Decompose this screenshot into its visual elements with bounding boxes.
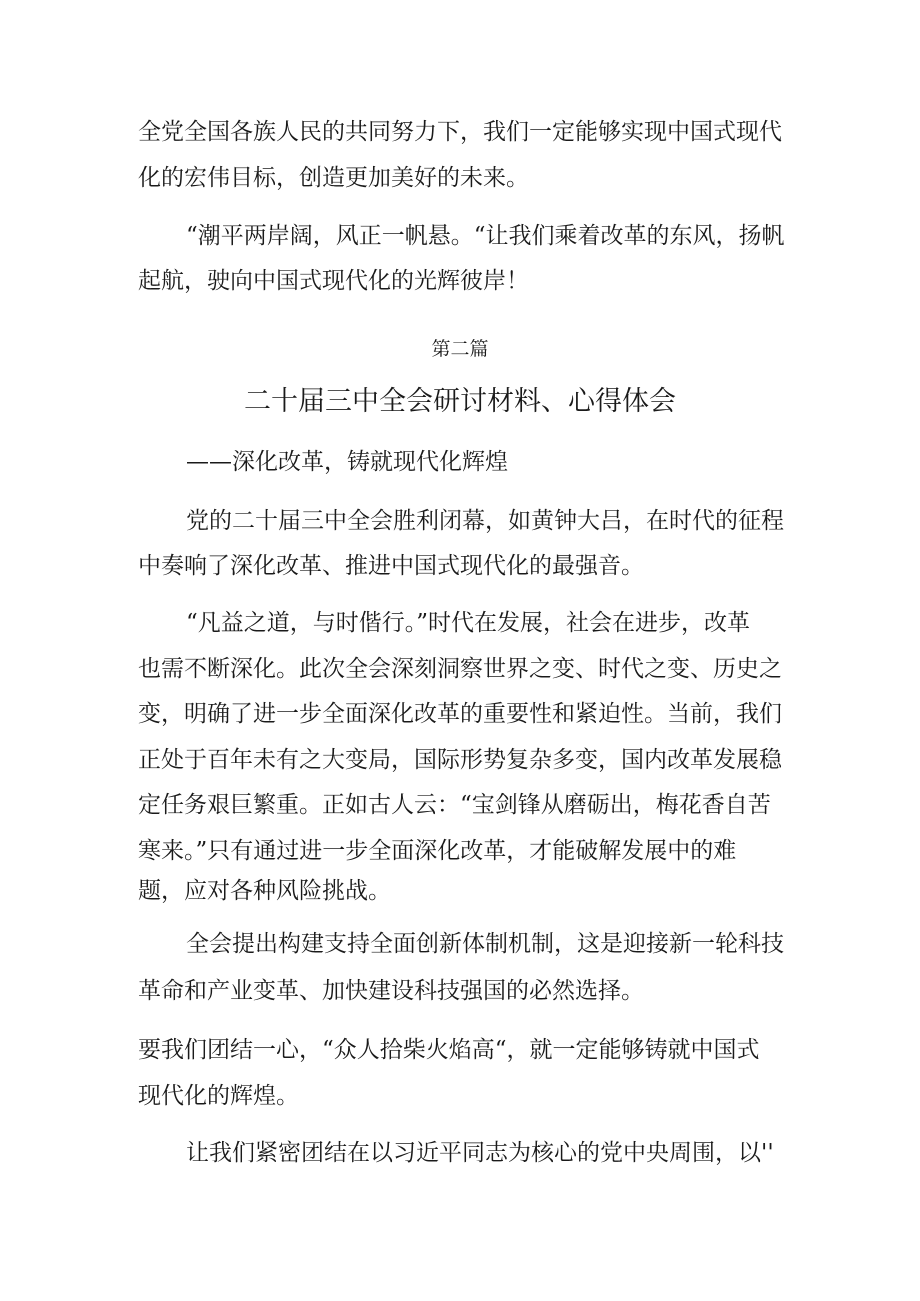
text-line: 题，应对各种风险挑战。	[138, 878, 391, 904]
text-line: “凡益之道，与时偕行。”时代在发展，社会在进步，改革	[186, 610, 751, 636]
text-line: 要我们团结一心，“众人拾柴火焰高“，就一定能够铸就中国式	[138, 1037, 760, 1063]
text-line: 起航，驶向中国式现代化的光辉彼岸！	[138, 268, 529, 294]
text-line: 正处于百年未有之大变局，国际形势复杂多变，国内改革发展稳	[138, 747, 782, 773]
text-line: 寒来。”只有通过进一步全面深化改革，才能破解发展中的难	[138, 838, 737, 864]
text-line: 党的二十届三中全会胜利闭幕，如黄钟大吕，在时代的征程	[186, 508, 784, 534]
text-line: 也需不断深化。此次全会深刻洞察世界之变、时代之变、历史之	[138, 656, 782, 682]
text-line: 化的宏伟目标，创造更加美好的未来。	[138, 165, 529, 191]
text-line: 变，明确了进一步全面深化改革的重要性和紧迫性。当前，我们	[138, 701, 782, 727]
text-line: 现代化的辉煌。	[138, 1083, 299, 1109]
text-line: 让我们紧密团结在以习近平同志为核心的党中央周围，以''	[186, 1140, 774, 1166]
document-subtitle: ——深化改革，铸就现代化辉煌	[186, 449, 508, 475]
document-title: 二十届三中全会研讨材料、心得体会	[244, 386, 676, 417]
text-line: 全会提出构建支持全面创新体制机制，这是迎接新一轮科技	[186, 931, 784, 957]
text-line: 定任务艰巨繁重。正如古人云：“宝剑锋从磨砺出，梅花香自苦	[138, 792, 771, 818]
text-line: “潮平两岸阔，风正一帆悬。“让我们乘着改革的东风，扬帆	[186, 223, 785, 249]
section-label: 第二篇	[431, 338, 489, 360]
text-line: 革命和产业变革、加快建设科技强国的必然选择。	[138, 978, 644, 1004]
text-line: 中奏响了深化改革、推进中国式现代化的最强音。	[138, 553, 644, 579]
text-line: 全党全国各族人民的共同努力下，我们一定能够实现中国式现代	[138, 119, 782, 145]
